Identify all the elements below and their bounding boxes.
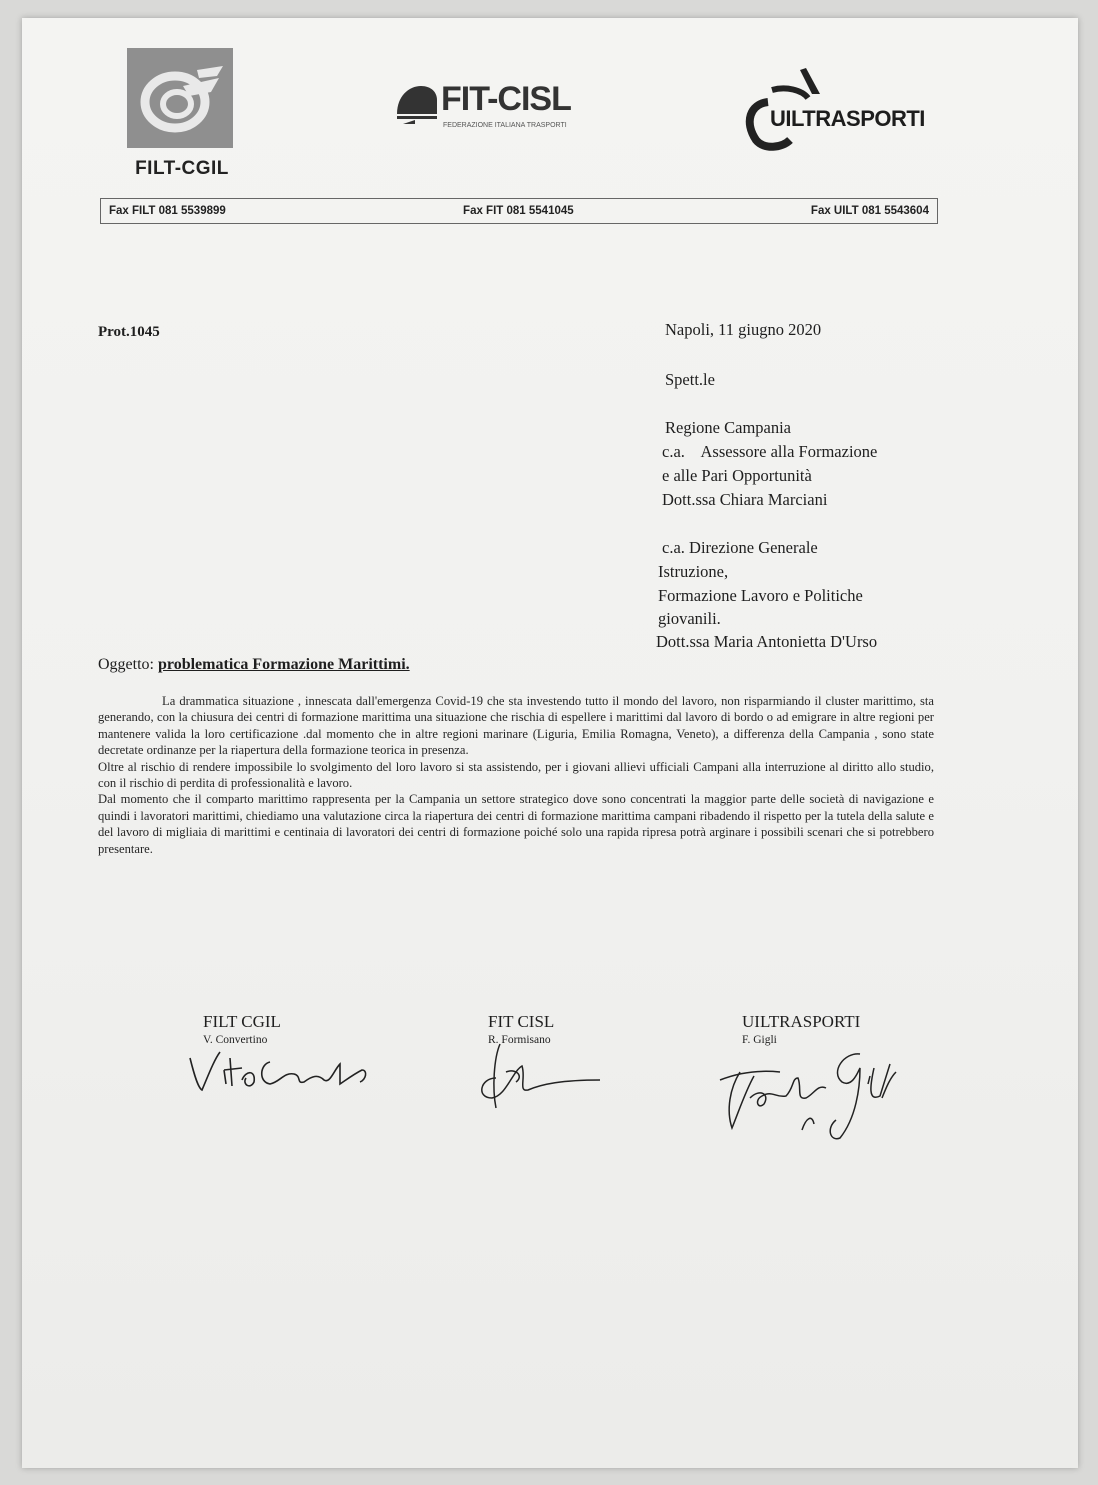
recipient-line: Dott.ssa Chiara Marciani bbox=[662, 490, 828, 509]
signature-org: FILT CGIL bbox=[203, 1012, 281, 1031]
uiltrasporti-logo bbox=[728, 64, 958, 154]
recipient-line: c.a. Direzione Generale bbox=[662, 538, 818, 557]
protocol-number: Prot.1045 bbox=[98, 324, 160, 340]
body-paragraph: Dal momento che il comparto marittimo rappresenta per la Campania un settore strategico dove sono concentrati la maggior parte delle società di navigazione e quindi i lavoratori marittimi, chiediamo una valutazione circa la riapertura dei centri di formazione marittima campani ribadendo il rispetto per la tutela della salute e del lavoro di migliaia di marittimi e centinaia di lavoratori dei centri di formazione poiché solo una rapida ripresa potrà arginare i possibili scenari che si potrebbero presentare. bbox=[98, 792, 934, 856]
fax-filt: Fax FILT 081 5539899 bbox=[109, 205, 226, 217]
signature-name: V. Convertino bbox=[203, 1034, 268, 1046]
signature-name: R. Formisano bbox=[488, 1034, 551, 1046]
filt-cgil-logo bbox=[127, 48, 237, 180]
signature-convertino bbox=[184, 1040, 384, 1096]
body-paragraph: Oltre al rischio di rendere impossibile lo svolgimento del loro lavoro si sta assistendo, per i giovani allievi ufficiali Campani alla interruzione al diritto allo studio, con il rischio di perdita di professionalità e lavoro. bbox=[98, 759, 934, 791]
body-paragraph: La drammatica situazione , innescata dall'emergenza Covid-19 che sta investendo tutto il mondo del lavoro, non risparmiando il cluster marittimo, sta generando, con la chiusura dei centri di formazione marittima una situazione che rischia di espellere i marittimi dal lavoro di bordo o ad emigrare in altre regioni per mantenere valida la loro certificazione .dal momento che in altre regioni marinare (Liguria, Emilia Romagna, Veneto), a differenza della Campania , sono state decretate ordinanze per la riapertura della formazione teorica in presenza. bbox=[98, 694, 934, 758]
fax-uilt: Fax UILT 081 5543604 bbox=[810, 205, 929, 217]
recipient-line: e alle Pari Opportunità bbox=[662, 466, 812, 485]
fit-cisl-emblem bbox=[395, 84, 439, 132]
recipient-line: giovanili. bbox=[658, 609, 721, 628]
recipient-line: Formazione Lavoro e Politiche bbox=[658, 586, 863, 605]
fax-fit: Fax FIT 081 5541045 bbox=[463, 205, 574, 217]
signature-gigli bbox=[710, 1038, 910, 1148]
recipient-line: Istruzione, bbox=[658, 562, 729, 581]
letter-body bbox=[98, 693, 934, 857]
fax-bar bbox=[100, 198, 938, 224]
uiltrasporti-wordmark: UILTRASPORTI bbox=[770, 106, 925, 131]
recipient-line: c.a. Assessore alla Formazione bbox=[662, 442, 878, 461]
salutation: Spett.le bbox=[665, 370, 715, 389]
signature-org: UILTRASPORTI bbox=[742, 1012, 861, 1031]
fit-cisl-subtitle: FEDERAZIONE ITALIANA TRASPORTI bbox=[443, 122, 567, 129]
letter-subject bbox=[98, 656, 410, 674]
signature-name: F. Gigli bbox=[742, 1034, 777, 1046]
subject-text: problematica Formazione Marittimi. bbox=[158, 656, 410, 673]
fit-cisl-logo bbox=[395, 80, 595, 140]
subject-label: Oggetto: bbox=[98, 656, 154, 673]
signature-org: FIT CISL bbox=[488, 1012, 555, 1031]
filt-cgil-emblem bbox=[127, 48, 233, 148]
recipient-line: Dott.ssa Maria Antonietta D'Urso bbox=[656, 632, 878, 651]
signature-formisano bbox=[466, 1038, 616, 1118]
recipient-line: Regione Campania bbox=[665, 418, 792, 437]
fit-cisl-wordmark: FIT-CISL bbox=[441, 80, 571, 118]
filt-cgil-wordmark: FILT-CGIL bbox=[135, 158, 229, 179]
letter-date: Napoli, 11 giugno 2020 bbox=[665, 320, 822, 339]
